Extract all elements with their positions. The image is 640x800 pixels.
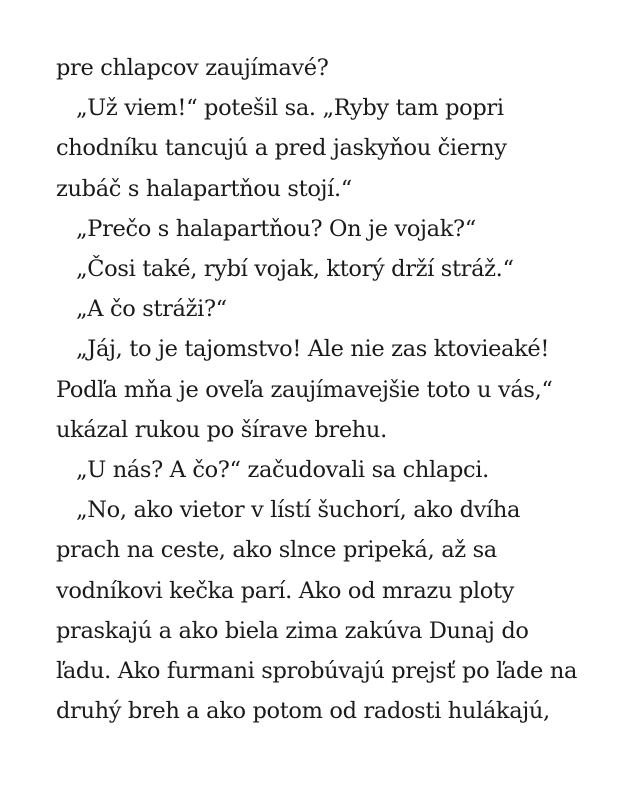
text-line: druhý breh a ako potom od radosti hulákajú, [56, 698, 550, 725]
text-line: „Jáj, to je tajomstvo! Ale nie zas ktovieaké! [76, 336, 550, 363]
text-line: „U nás? A čo?“ začudovali sa chlapci. [76, 457, 489, 484]
text-line: ľadu. Ako furmani sprobúvajú prejsť po ľade na [56, 658, 578, 685]
text-line: „No, ako vietor v lístí šuchorí, ako dvíha [76, 497, 521, 524]
page-text [56, 48, 596, 731]
text-line: „Čosi také, rybí vojak, ktorý drží stráž.“ [76, 256, 514, 283]
text-line: Podľa mňa je oveľa zaujímavejšie toto u vás,“ [56, 376, 553, 403]
text-line: pre chlapcov zaujímavé? [56, 55, 329, 81]
text-line: ukázal rukou po šírave brehu. [56, 416, 387, 443]
text-line: zubáč s halapartňou stojí.“ [56, 175, 352, 202]
text-line: chodníku tancujú a pred jaskyňou čierny [56, 135, 507, 162]
text-line: „A čo stráži?“ [76, 296, 227, 323]
text-line: vodníkovi kečka parí. Ako od mrazu ploty [56, 577, 514, 604]
text-line: praskajú a ako biela zima zakúva Dunaj do [56, 617, 529, 644]
text-line: prach na ceste, ako slnce pripeká, až sa [56, 537, 497, 564]
text-line: „Už viem!“ potešil sa. „Ryby tam popri [76, 95, 504, 122]
text-line: „Prečo s halapartňou? On je vojak?“ [76, 215, 476, 242]
